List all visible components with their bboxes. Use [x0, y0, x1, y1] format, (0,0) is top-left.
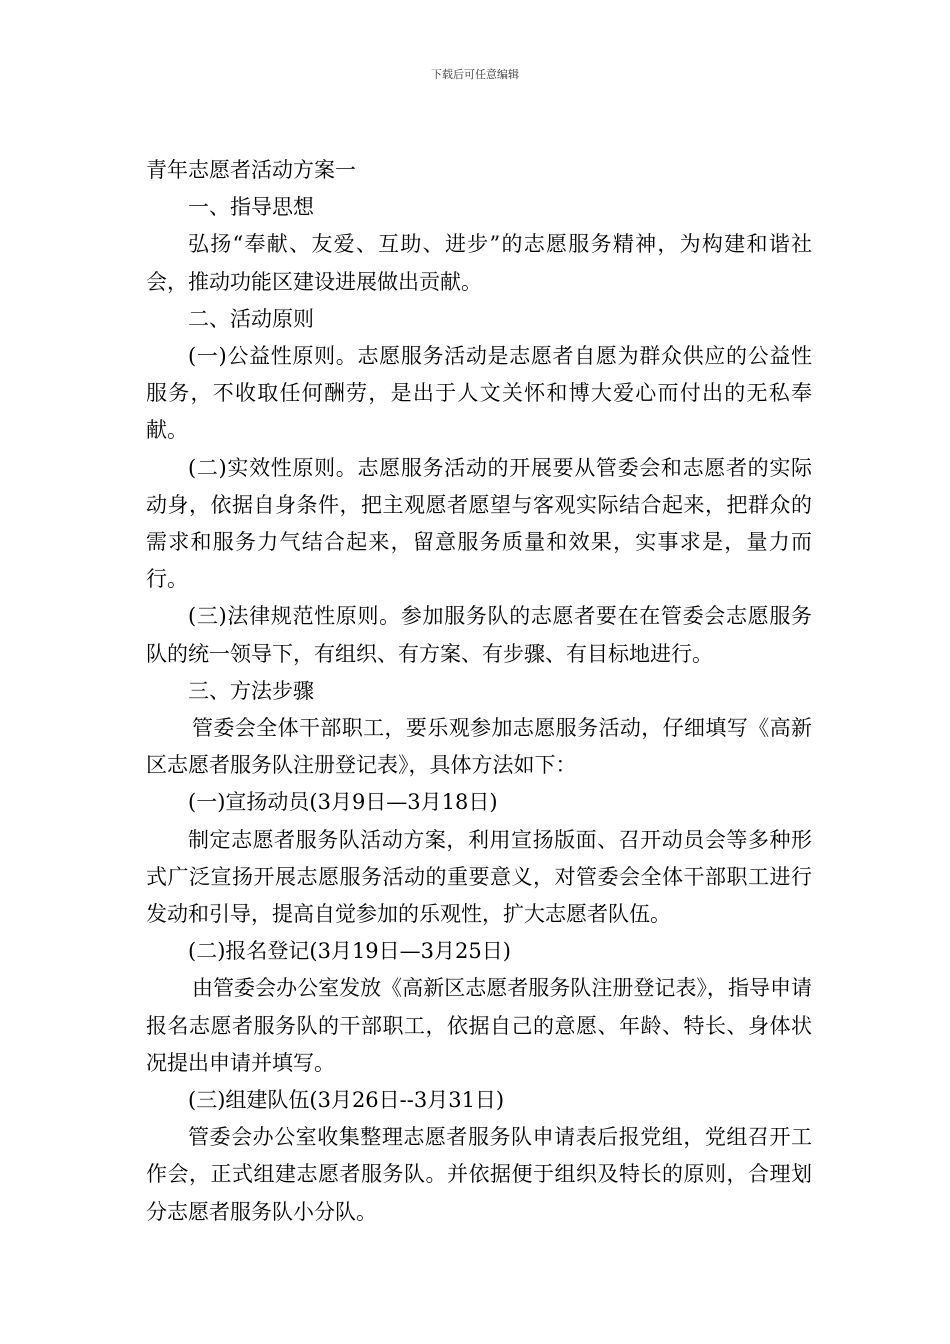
subsection-heading: (一)宣扬动员(3月9日—3月18日) [188, 790, 498, 815]
document-title: 青年志愿者活动方案一 [146, 158, 356, 182]
paragraph: 管委会全体干部职工，要乐观参加志愿服务活动，仔细填写《高新区志愿者服务队注册登记表》，具体方法如下： [146, 716, 812, 778]
document-body [146, 152, 812, 1231]
section-heading: 一、指导思想 [188, 195, 314, 220]
subsection-heading: (三)组建队伍(3月26日--3月31日) [188, 1088, 505, 1113]
paragraph: (二)实效性原则。志愿服务活动的开展要从管委会和志愿者的实际动身，依据自身条件，把主观愿者愿望与客观实际结合起来，把群众的需求和服务力气结合起来，留意服务质量和效果，实事求是，量力而行。 [146, 455, 812, 592]
paragraph: (三)法律规范性原则。参加服务队的志愿者要在在管委会志愿服务队的统一领导下，有组织、有方案、有步骤、有目标地进行。 [146, 604, 812, 666]
subsection-heading: (二)报名登记(3月19日—3月25日) [188, 939, 511, 964]
section-heading: 三、方法步骤 [188, 678, 314, 703]
section-heading: 二、活动原则 [188, 306, 314, 331]
paragraph: (一)公益性原则。志愿服务活动是志愿者自愿为群众供应的公益性服务，不收取任何酬劳，是出于人文关怀和博大爱心而付出的无私奉献。 [146, 344, 812, 443]
paragraph: 管委会办公室收集整理志愿者服务队申请表后报党组，党组召开工作会，正式组建志愿者服务队。并依据便于组织及特长的原则，合理划分志愿者服务队小分队。 [146, 1125, 812, 1224]
page-header: 下载后可任意编辑 [431, 68, 519, 81]
paragraph: 制定志愿者服务队活动方案，利用宣扬版面、召开动员会等多种形式广泛宣扬开展志愿服务活动的重要意义，对管委会全体干部职工进行发动和引导，提高自觉参加的乐观性，扩大志愿者队伍。 [146, 827, 812, 927]
paragraph: 由管委会办公室发放《高新区志愿者服务队注册登记表》，指导申请报名志愿者服务队的干部职工，依据自己的意愿、年龄、特长、身体状况提出申请并填写。 [146, 976, 812, 1075]
paragraph: 弘扬“奉献、友爱、互助、进步”的志愿服务精神，为构建和谐社会，推动功能区建设进展做出贡献。 [146, 232, 812, 294]
